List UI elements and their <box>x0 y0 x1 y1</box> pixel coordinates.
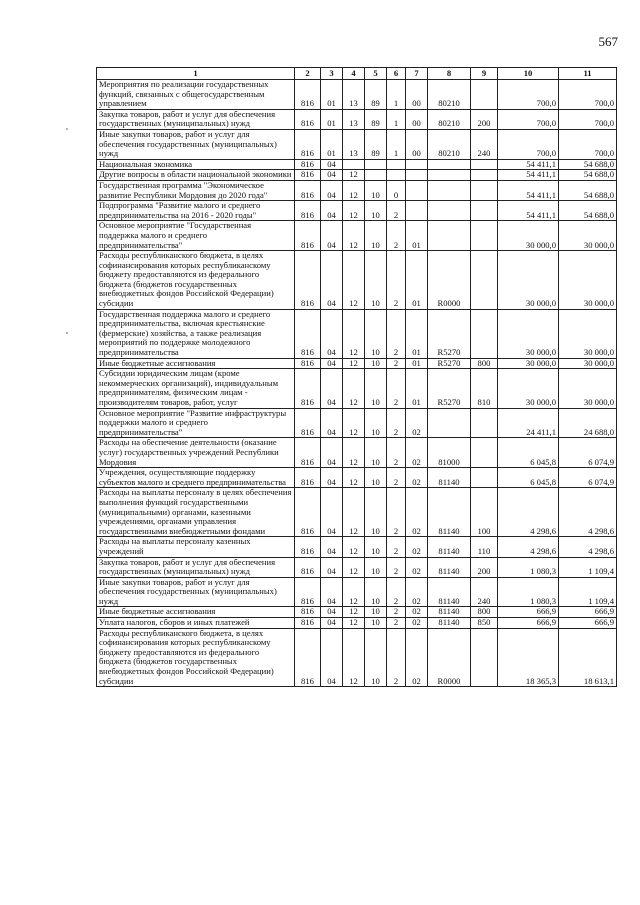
table-row <box>97 628 617 687</box>
code-cell <box>471 170 498 181</box>
code-cell: 816 <box>295 80 321 110</box>
table-row <box>97 537 617 557</box>
code-cell: 2 <box>387 369 406 408</box>
amount-cell: 6 074,9 <box>559 468 617 488</box>
code-cell: 850 <box>471 618 498 629</box>
code-cell <box>406 180 428 200</box>
expense-name-cell: Основное мероприятие "Развитие инфраструктуры поддержки малого и среднего предпринимательства" <box>97 408 295 438</box>
expense-name-cell: Иные закупки товаров, работ и услуг для обеспечения государственных (муниципальных) нужд <box>97 129 295 159</box>
amount-cell: 700,0 <box>498 129 559 159</box>
code-cell: 240 <box>471 129 498 159</box>
code-cell: 2 <box>387 607 406 618</box>
table-row <box>97 488 617 537</box>
expense-name-cell: Субсидии юридическим лицам (кроме некоммерческих организаций), индивидуальным предпринимателям, физическим лицам - производителям товаров, работ, услуг <box>97 369 295 408</box>
code-cell: 10 <box>365 251 387 310</box>
column-header: 5 <box>365 68 387 80</box>
table-row <box>97 408 617 438</box>
code-cell <box>406 159 428 170</box>
code-cell <box>406 170 428 181</box>
code-cell: 02 <box>406 468 428 488</box>
expense-name-cell: Закупка товаров, работ и услуг для обеспечения государственных (муниципальных) нужд <box>97 557 295 577</box>
code-cell: 80210 <box>428 80 471 110</box>
code-cell: 81140 <box>428 618 471 629</box>
code-cell: 02 <box>406 438 428 468</box>
code-cell: 04 <box>321 537 343 557</box>
expense-name-cell: Иные бюджетные ассигнования <box>97 607 295 618</box>
code-cell: 816 <box>295 577 321 607</box>
code-cell <box>365 170 387 181</box>
code-cell: 04 <box>321 221 343 251</box>
code-cell <box>387 159 406 170</box>
code-cell <box>471 468 498 488</box>
amount-cell: 18 613,1 <box>559 628 617 687</box>
code-cell: 81140 <box>428 557 471 577</box>
code-cell: 2 <box>387 358 406 369</box>
code-cell: 04 <box>321 618 343 629</box>
code-cell: 80210 <box>428 109 471 129</box>
code-cell: 110 <box>471 537 498 557</box>
code-cell: 2 <box>387 309 406 358</box>
code-cell: R5270 <box>428 358 471 369</box>
expense-name-cell: Расходы на выплаты персоналу в целях обеспечения выполнения функций государственными (муниципальными) органами, казенными учреждениями, органами управления государственными внебюджетными фондами <box>97 488 295 537</box>
code-cell: 10 <box>365 180 387 200</box>
code-cell: 02 <box>406 488 428 537</box>
expense-name-cell: Иные бюджетные ассигнования <box>97 358 295 369</box>
scan-speck <box>66 332 68 334</box>
amount-cell: 30 000,0 <box>498 369 559 408</box>
code-cell: 12 <box>343 628 365 687</box>
column-header: 4 <box>343 68 365 80</box>
code-cell: 81140 <box>428 577 471 607</box>
amount-cell: 666,9 <box>559 607 617 618</box>
code-cell <box>471 80 498 110</box>
code-cell: R0000 <box>428 628 471 687</box>
code-cell: 816 <box>295 358 321 369</box>
code-cell: 816 <box>295 468 321 488</box>
column-header: 2 <box>295 68 321 80</box>
table-row <box>97 180 617 200</box>
code-cell <box>471 438 498 468</box>
code-cell: 13 <box>343 109 365 129</box>
code-cell: 2 <box>387 537 406 557</box>
table-row <box>97 618 617 629</box>
code-cell <box>343 159 365 170</box>
amount-cell: 700,0 <box>498 109 559 129</box>
amount-cell: 54 411,1 <box>498 201 559 221</box>
code-cell: 12 <box>343 408 365 438</box>
code-cell: 10 <box>365 438 387 468</box>
amount-cell: 54 411,1 <box>498 159 559 170</box>
code-cell: 816 <box>295 159 321 170</box>
amount-cell: 30 000,0 <box>498 358 559 369</box>
expense-name-cell: Расходы республиканского бюджета, в целях софинансирования которых республиканскому бюджету предоставляются из федерального бюджета (бюджетов государственных внебюджетных фондов Российской Федерации) субсидии <box>97 251 295 310</box>
code-cell: 2 <box>387 557 406 577</box>
code-cell: 04 <box>321 557 343 577</box>
amount-cell: 54 688,0 <box>559 201 617 221</box>
code-cell: 04 <box>321 159 343 170</box>
code-cell: 01 <box>406 309 428 358</box>
code-cell: 81140 <box>428 488 471 537</box>
code-cell: 816 <box>295 221 321 251</box>
code-cell <box>406 201 428 221</box>
table-row <box>97 607 617 618</box>
table-row <box>97 159 617 170</box>
code-cell: 2 <box>387 408 406 438</box>
column-header: 11 <box>559 68 617 80</box>
table-row <box>97 577 617 607</box>
amount-cell: 4 298,6 <box>498 488 559 537</box>
code-cell: 04 <box>321 488 343 537</box>
code-cell: 10 <box>365 369 387 408</box>
expense-name-cell: Основное мероприятие "Государственная поддержка малого и среднего предпринимательства" <box>97 221 295 251</box>
code-cell: 04 <box>321 607 343 618</box>
code-cell: 1 <box>387 109 406 129</box>
table-row <box>97 369 617 408</box>
header-row <box>97 68 617 80</box>
expense-name-cell: Государственная поддержка малого и среднего предпринимательства, включая крестьянские (фермерские) хозяйства, а также реализация мероприятий по поддержке молодежного предпринимательства <box>97 309 295 358</box>
expense-name-cell: Иные закупки товаров, работ и услуг для обеспечения государственных (муниципальных) нужд <box>97 577 295 607</box>
code-cell: 816 <box>295 129 321 159</box>
table-row <box>97 129 617 159</box>
code-cell: 2 <box>387 221 406 251</box>
code-cell <box>428 159 471 170</box>
code-cell: 816 <box>295 537 321 557</box>
code-cell <box>471 159 498 170</box>
code-cell: 816 <box>295 309 321 358</box>
code-cell: 2 <box>387 438 406 468</box>
code-cell: 10 <box>365 201 387 221</box>
amount-cell: 30 000,0 <box>559 309 617 358</box>
code-cell <box>471 408 498 438</box>
table-row <box>97 557 617 577</box>
code-cell: 10 <box>365 628 387 687</box>
expense-name-cell: Расходы республиканского бюджета, в целях софинансирования которых республиканскому бюджету предоставляются из федерального бюджета (бюджетов государственных внебюджетных фондов Российской Федерации) субсидии <box>97 628 295 687</box>
amount-cell: 700,0 <box>559 129 617 159</box>
code-cell: 00 <box>406 80 428 110</box>
code-cell: 80210 <box>428 129 471 159</box>
code-cell <box>471 221 498 251</box>
code-cell <box>471 180 498 200</box>
code-cell <box>387 170 406 181</box>
code-cell: 81000 <box>428 438 471 468</box>
table-row <box>97 170 617 181</box>
code-cell: 02 <box>406 577 428 607</box>
amount-cell: 30 000,0 <box>559 221 617 251</box>
scan-speck <box>66 128 68 130</box>
expense-name-cell: Мероприятия по реализации государственных функций, связанных с общегосударственным управлением <box>97 80 295 110</box>
code-cell <box>428 201 471 221</box>
code-cell: 01 <box>406 221 428 251</box>
code-cell: 13 <box>343 80 365 110</box>
amount-cell: 54 688,0 <box>559 170 617 181</box>
amount-cell: 4 298,6 <box>498 537 559 557</box>
code-cell: 02 <box>406 628 428 687</box>
code-cell <box>428 408 471 438</box>
amount-cell: 6 074,9 <box>559 438 617 468</box>
code-cell: 04 <box>321 628 343 687</box>
code-cell: 200 <box>471 109 498 129</box>
amount-cell: 1 080,3 <box>498 577 559 607</box>
code-cell: 2 <box>387 628 406 687</box>
code-cell: 02 <box>406 607 428 618</box>
amount-cell: 1 109,4 <box>559 577 617 607</box>
code-cell: 12 <box>343 170 365 181</box>
code-cell: 04 <box>321 170 343 181</box>
amount-cell: 666,9 <box>498 607 559 618</box>
code-cell: 01 <box>406 369 428 408</box>
amount-cell: 4 298,6 <box>559 537 617 557</box>
amount-cell: 1 109,4 <box>559 557 617 577</box>
code-cell: 01 <box>406 358 428 369</box>
column-header: 7 <box>406 68 428 80</box>
code-cell: 2 <box>387 468 406 488</box>
code-cell: 12 <box>343 309 365 358</box>
expense-name-cell: Национальная экономика <box>97 159 295 170</box>
code-cell: 10 <box>365 488 387 537</box>
amount-cell: 1 080,3 <box>498 557 559 577</box>
expense-name-cell: Расходы на обеспечение деятельности (оказание услуг) государственных учреждений Республики Мордовия <box>97 438 295 468</box>
code-cell: 10 <box>365 221 387 251</box>
table-row <box>97 221 617 251</box>
expense-name-cell: Уплата налогов, сборов и иных платежей <box>97 618 295 629</box>
code-cell: 12 <box>343 221 365 251</box>
amount-cell: 666,9 <box>559 618 617 629</box>
code-cell: 02 <box>406 618 428 629</box>
code-cell: 816 <box>295 109 321 129</box>
code-cell: 10 <box>365 408 387 438</box>
code-cell: 10 <box>365 468 387 488</box>
code-cell <box>471 309 498 358</box>
code-cell: 04 <box>321 180 343 200</box>
code-cell: 12 <box>343 438 365 468</box>
code-cell: 12 <box>343 537 365 557</box>
code-cell: 12 <box>343 577 365 607</box>
code-cell: 800 <box>471 358 498 369</box>
code-cell: 81140 <box>428 537 471 557</box>
code-cell: 816 <box>295 201 321 221</box>
code-cell: 81140 <box>428 607 471 618</box>
expense-name-cell: Подпрограмма "Развитие малого и среднего предпринимательства на 2016 - 2020 годы" <box>97 201 295 221</box>
code-cell: 2 <box>387 577 406 607</box>
expense-name-cell: Другие вопросы в области национальной экономики <box>97 170 295 181</box>
amount-cell: 54 688,0 <box>559 180 617 200</box>
code-cell <box>428 221 471 251</box>
table-row <box>97 468 617 488</box>
code-cell: 12 <box>343 369 365 408</box>
code-cell <box>471 201 498 221</box>
amount-cell: 18 365,3 <box>498 628 559 687</box>
table-row <box>97 358 617 369</box>
code-cell: 04 <box>321 358 343 369</box>
code-cell: 2 <box>387 201 406 221</box>
amount-cell: 700,0 <box>559 80 617 110</box>
amount-cell: 6 045,8 <box>498 438 559 468</box>
code-cell: 816 <box>295 618 321 629</box>
amount-cell: 30 000,0 <box>498 309 559 358</box>
column-header: 8 <box>428 68 471 80</box>
code-cell: 12 <box>343 358 365 369</box>
page-number: 567 <box>598 34 618 49</box>
code-cell: 00 <box>406 109 428 129</box>
code-cell: 01 <box>321 109 343 129</box>
code-cell: 816 <box>295 488 321 537</box>
amount-cell: 30 000,0 <box>559 369 617 408</box>
code-cell: 12 <box>343 618 365 629</box>
code-cell: 200 <box>471 557 498 577</box>
code-cell: 10 <box>365 358 387 369</box>
column-header: 6 <box>387 68 406 80</box>
code-cell: R5270 <box>428 369 471 408</box>
expense-name-cell: Закупка товаров, работ и услуг для обеспечения государственных (муниципальных) нужд <box>97 109 295 129</box>
table-row <box>97 251 617 310</box>
code-cell: 816 <box>295 628 321 687</box>
code-cell: 100 <box>471 488 498 537</box>
code-cell: 10 <box>365 309 387 358</box>
code-cell: R5270 <box>428 309 471 358</box>
column-header: 1 <box>97 68 295 80</box>
amount-cell: 30 000,0 <box>498 251 559 310</box>
code-cell: 12 <box>343 557 365 577</box>
code-cell: 816 <box>295 607 321 618</box>
code-cell: 12 <box>343 488 365 537</box>
amount-cell: 30 000,0 <box>498 221 559 251</box>
code-cell: 10 <box>365 618 387 629</box>
table-row <box>97 201 617 221</box>
code-cell <box>365 159 387 170</box>
code-cell: 12 <box>343 607 365 618</box>
column-header: 3 <box>321 68 343 80</box>
amount-cell: 6 045,8 <box>498 468 559 488</box>
column-header: 10 <box>498 68 559 80</box>
amount-cell: 24 688,0 <box>559 408 617 438</box>
code-cell: 89 <box>365 129 387 159</box>
code-cell: 89 <box>365 80 387 110</box>
code-cell: 02 <box>406 537 428 557</box>
budget-table <box>96 67 617 687</box>
code-cell: 10 <box>365 577 387 607</box>
code-cell: 02 <box>406 408 428 438</box>
code-cell: 89 <box>365 109 387 129</box>
amount-cell: 700,0 <box>498 80 559 110</box>
code-cell: 12 <box>343 180 365 200</box>
code-cell: 01 <box>406 251 428 310</box>
code-cell: 12 <box>343 251 365 310</box>
code-cell: 04 <box>321 309 343 358</box>
code-cell: R0000 <box>428 251 471 310</box>
table-row <box>97 309 617 358</box>
code-cell: 800 <box>471 607 498 618</box>
code-cell: 04 <box>321 201 343 221</box>
code-cell: 00 <box>406 129 428 159</box>
amount-cell: 54 411,1 <box>498 170 559 181</box>
column-header: 9 <box>471 68 498 80</box>
code-cell: 04 <box>321 408 343 438</box>
code-cell <box>428 180 471 200</box>
expense-name-cell: Расходы на выплаты персоналу казенных учреждений <box>97 537 295 557</box>
table-row <box>97 80 617 110</box>
amount-cell: 666,9 <box>498 618 559 629</box>
amount-cell: 24 411,1 <box>498 408 559 438</box>
code-cell: 12 <box>343 468 365 488</box>
amount-cell: 54 411,1 <box>498 180 559 200</box>
table-row <box>97 109 617 129</box>
amount-cell: 30 000,0 <box>559 251 617 310</box>
amount-cell: 4 298,6 <box>559 488 617 537</box>
code-cell: 04 <box>321 438 343 468</box>
code-cell: 816 <box>295 408 321 438</box>
amount-cell: 54 688,0 <box>559 159 617 170</box>
amount-cell: 30 000,0 <box>559 358 617 369</box>
expense-name-cell: Государственная программа "Экономическое развитие Республики Мордовия до 2020 года" <box>97 180 295 200</box>
code-cell: 2 <box>387 251 406 310</box>
code-cell: 01 <box>321 129 343 159</box>
code-cell: 04 <box>321 468 343 488</box>
code-cell: 13 <box>343 129 365 159</box>
code-cell: 10 <box>365 607 387 618</box>
code-cell: 04 <box>321 577 343 607</box>
code-cell: 816 <box>295 557 321 577</box>
code-cell: 2 <box>387 488 406 537</box>
code-cell: 810 <box>471 369 498 408</box>
code-cell: 816 <box>295 438 321 468</box>
code-cell: 2 <box>387 618 406 629</box>
code-cell: 1 <box>387 129 406 159</box>
code-cell: 04 <box>321 369 343 408</box>
code-cell: 81140 <box>428 468 471 488</box>
code-cell: 816 <box>295 251 321 310</box>
expense-name-cell: Учреждения, осуществляющие поддержку субъектов малого и среднего предпринимательства <box>97 468 295 488</box>
code-cell: 04 <box>321 251 343 310</box>
amount-cell: 700,0 <box>559 109 617 129</box>
code-cell: 10 <box>365 537 387 557</box>
code-cell <box>471 251 498 310</box>
code-cell <box>471 628 498 687</box>
code-cell: 02 <box>406 557 428 577</box>
code-cell: 10 <box>365 557 387 577</box>
code-cell: 01 <box>321 80 343 110</box>
code-cell <box>428 170 471 181</box>
code-cell: 0 <box>387 180 406 200</box>
code-cell: 816 <box>295 369 321 408</box>
code-cell: 1 <box>387 80 406 110</box>
code-cell: 12 <box>343 201 365 221</box>
code-cell: 240 <box>471 577 498 607</box>
table-row <box>97 438 617 468</box>
code-cell: 816 <box>295 180 321 200</box>
code-cell: 816 <box>295 170 321 181</box>
